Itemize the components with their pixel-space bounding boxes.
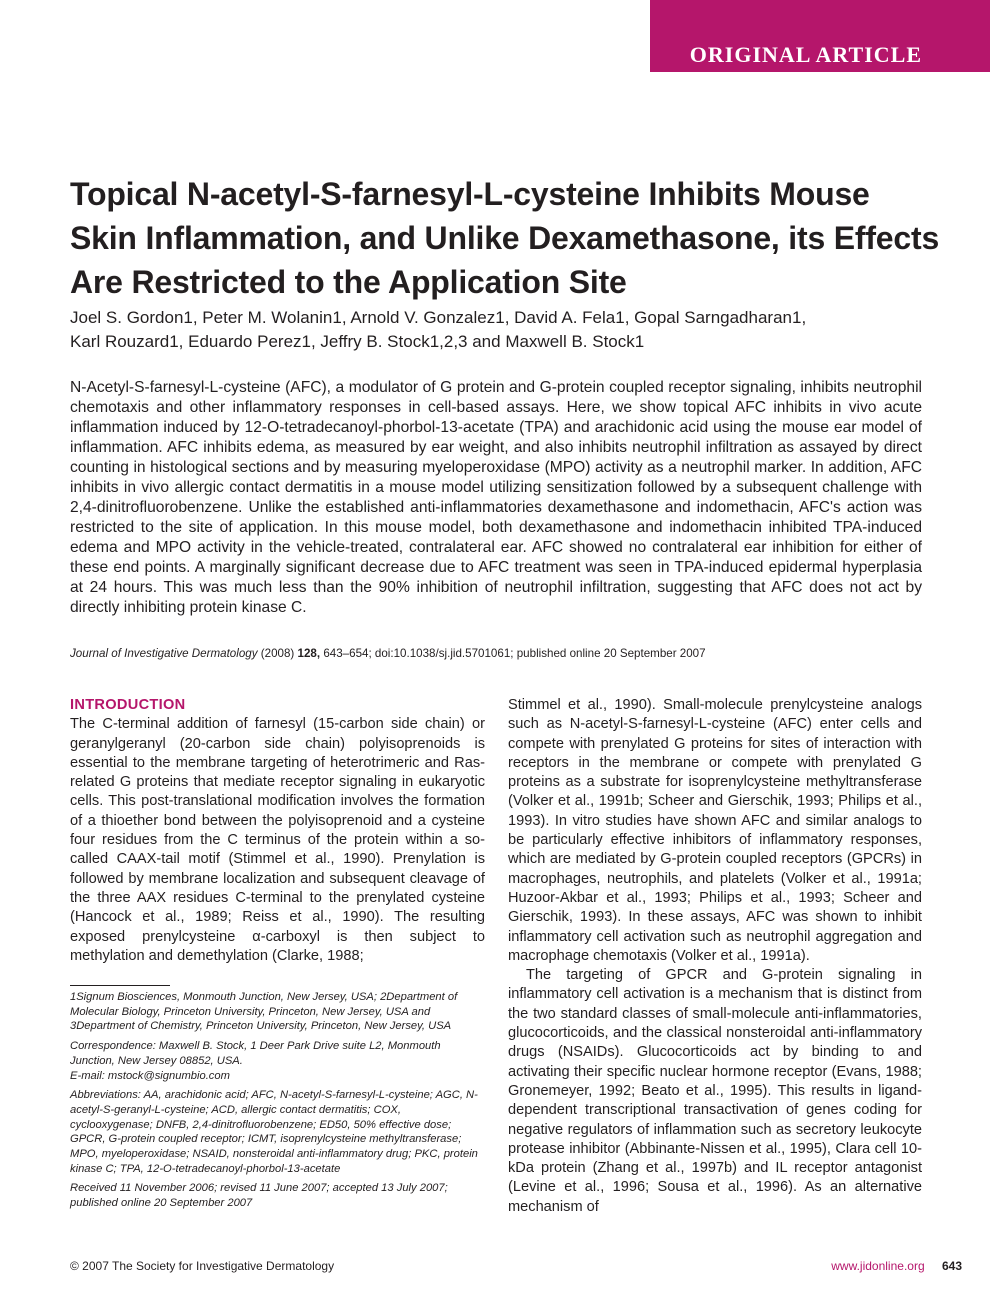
citation-line (70, 646, 930, 662)
correspondence-address: Correspondence: Maxwell B. Stock, 1 Deer Park Drive suite L2, Monmouth Junction, New Jersey 08852, USA. (70, 1040, 441, 1067)
abbreviations: Abbreviations: AA, arachidonic acid; AFC, N-acetyl-S-farnesyl-L-cysteine; AGC, N-acetyl-S-geranyl-L-cysteine; ACD, allergic contact dermatitis; COX, cyclooxygenase; DNFB, 2,4-dinitrofluorobenzene; ED50, 50% effective dose; GPCR, G-protein coupled receptor; ICMT, isoprenylcysteine methyltransferase; MPO, myeloperoxidase; NSAID, nonsteroidal anti-inflammatory drug; PKC, protein kinase C; TPA, 12-O-tetradecanoyl-phorbol-13-acetate (70, 1089, 478, 1175)
citation-journal: Journal of Investigative Dermatology (70, 647, 258, 660)
correspondence (70, 1039, 486, 1083)
intro-paragraph-2: Stimmel et al., 1990). Small-molecule prenylcysteine analogs such as N-acetyl-S-farnesyl-L-cysteine (AFC) enter cells and compete with prenylated G proteins for sites of interaction with receptors in the membrane or compete with prenylated G proteins as a substrate for isoprenylcysteine methyltransferase (Volker et al., 1991b; Scheer and Gierschik, 1993; Philips et al., 1993). In vitro studies have shown AFC and similar analogs to be particularly effective inhibitors of inflammatory responses, which are mediated by G-protein coupled receptors (GPCRs) in macrophages, neutrophils, and platelets (Volker et al., 1991a; Huzoor-Akbar et al., 1993; Philips et al., 1993; Scheer and Gierschik, 1993). In these assays, AFC was shown to inhibit inflammatory cell activation such as neutrophil aggregation and macrophage chemotaxis (Volker et al., 1991a). (508, 697, 922, 964)
page-number: 643 (941, 1259, 962, 1273)
footnote-divider (70, 985, 170, 986)
intro-paragraph-1: The C-terminal addition of farnesyl (15-carbon side chain) or geranylgeranyl (20-carbon side chain) polyisoprenoids is essential to the membrane targeting of heterotrimeric and Ras-related G proteins that mediate receptor signaling in eukaryotic cells. This post-translational modification involves the formation of a thioether bond between the polyisoprenoid and a cysteine four residues from the C terminus of the protein within a so-called CAAX-tail motif (Stimmel et al., 1990). Prenylation is followed by membrane localization and subsequent cleavage of the three AAX residues C-terminal to the prenylated cysteine (Hancock et al., 1989; Reiss et al., 1990). The resulting exposed prenylcysteine α-carboxyl is then subject to methylation and demethylation (Clarke, 1988; (70, 716, 485, 964)
journal-url-link[interactable]: www.jidonline.org (831, 1259, 925, 1273)
footer-right (831, 1258, 962, 1274)
citation-volume: 128, (297, 647, 321, 660)
left-column (70, 696, 485, 966)
citation-rest: 643–654; doi:10.1038/sj.jid.5701061; published online 20 September 2007 (323, 647, 706, 660)
abstract: N-Acetyl-S-farnesyl-L-cysteine (AFC), a modulator of G protein and G-protein coupled receptor signaling, inhibits neutrophil chemotaxis and other inflammatory responses in cell-based assays. Here, we show topical AFC inhibits in vivo acute inflammation induced by 12-O-tetradecanoyl-phorbol-13-acetate (TPA) and arachidonic acid using the mouse ear model of inflammation. AFC inhibits edema, as measured by ear weight, and also inhibits neutrophil infiltration as assayed by direct counting in histological sections and by measuring myeloperoxidase (MPO) activity as a neutrophil marker. In addition, AFC inhibits in vivo allergic contact dermatitis in a mouse model utilizing sensitization followed by a subsequent challenge with 2,4-dinitrofluorobenzene. Unlike the established anti-inflammatories dexamethasone and indomethacin, AFC's action was restricted to the site of application. In this mouse model, both dexamethasone and indomethacin inhibited TPA-induced edema and MPO activity in the vehicle-treated, contralateral ear. AFC showed no contralateral ear inhibition for either of these end points. A marginally significant decrease due to AFC treatment was seen in TPA-induced epidermal hyperplasia at 24 hours. This was much less than the 90% inhibition of neutrophil infiltration, suggesting that AFC does not act by directly inhibiting protein kinase C. (70, 379, 922, 616)
section-heading: INTRODUCTION (70, 697, 186, 713)
correspondence-email: E-mail: mstock@signumbio.com (70, 1069, 230, 1082)
affiliations: 1Signum Biosciences, Monmouth Junction, New Jersey, USA; 2Department of Molecular Biology, Princeton University, Princeton, New Jersey, USA and 3Department of Chemistry, Princeton University, Princeton, New Jersey, USA (70, 991, 458, 1033)
intro-paragraph-3: The targeting of GPCR and G-protein signaling in inflammatory cell activation is a mechanism that is distinct from the two standard classes of small-molecule anti-inflammatories, glucocorticoids, and the classical nonsteroidal anti-inflammatory drugs (NSAIDs). Glucocorticoids act by binding to and activating their specific nuclear hormone receptor (Evans, 1988; Gronemeyer, 1992; Beato et al., 1995). This results in ligand-dependent transcriptional transactivation of genes coding for negative regulators of inflammation such as secretory leukocyte protease inhibitor (Abbinante-Nissen et al., 1995), Clara cell 10-kDa protein (Zhang et al., 1997b) and IL receptor antagonist (Levine et al., 1996; Sousa et al., 1996). As an alternative mechanism of (508, 967, 922, 1215)
footnotes (70, 990, 486, 1216)
article-type-label: ORIGINAL ARTICLE (689, 42, 922, 67)
authors-line-2: Karl Rouzard1, Eduardo Perez1, Jeffry B. Stock1,2,3 and Maxwell B. Stock1 (70, 332, 645, 351)
received-dates: Received 11 November 2006; revised 11 June 2007; accepted 13 July 2007; published online 20 September 2007 (70, 1182, 448, 1210)
citation-year: (2008) (260, 647, 295, 660)
right-column (508, 696, 922, 1217)
authors-line-1: Joel S. Gordon1, Peter M. Wolanin1, Arnold V. Gonzalez1, David A. Fela1, Gopal Sarngadharan1, (70, 308, 807, 327)
article-title: Topical N-acetyl-S-farnesyl-L-cysteine Inhibits Mouse Skin Inflammation, and Unlike Dexamethasone, its Effects Are Restricted to the Application Site (70, 176, 940, 300)
article-type-banner (650, 0, 990, 72)
author-list (70, 306, 930, 354)
copyright: © 2007 The Society for Investigative Dermatology (70, 1259, 335, 1273)
